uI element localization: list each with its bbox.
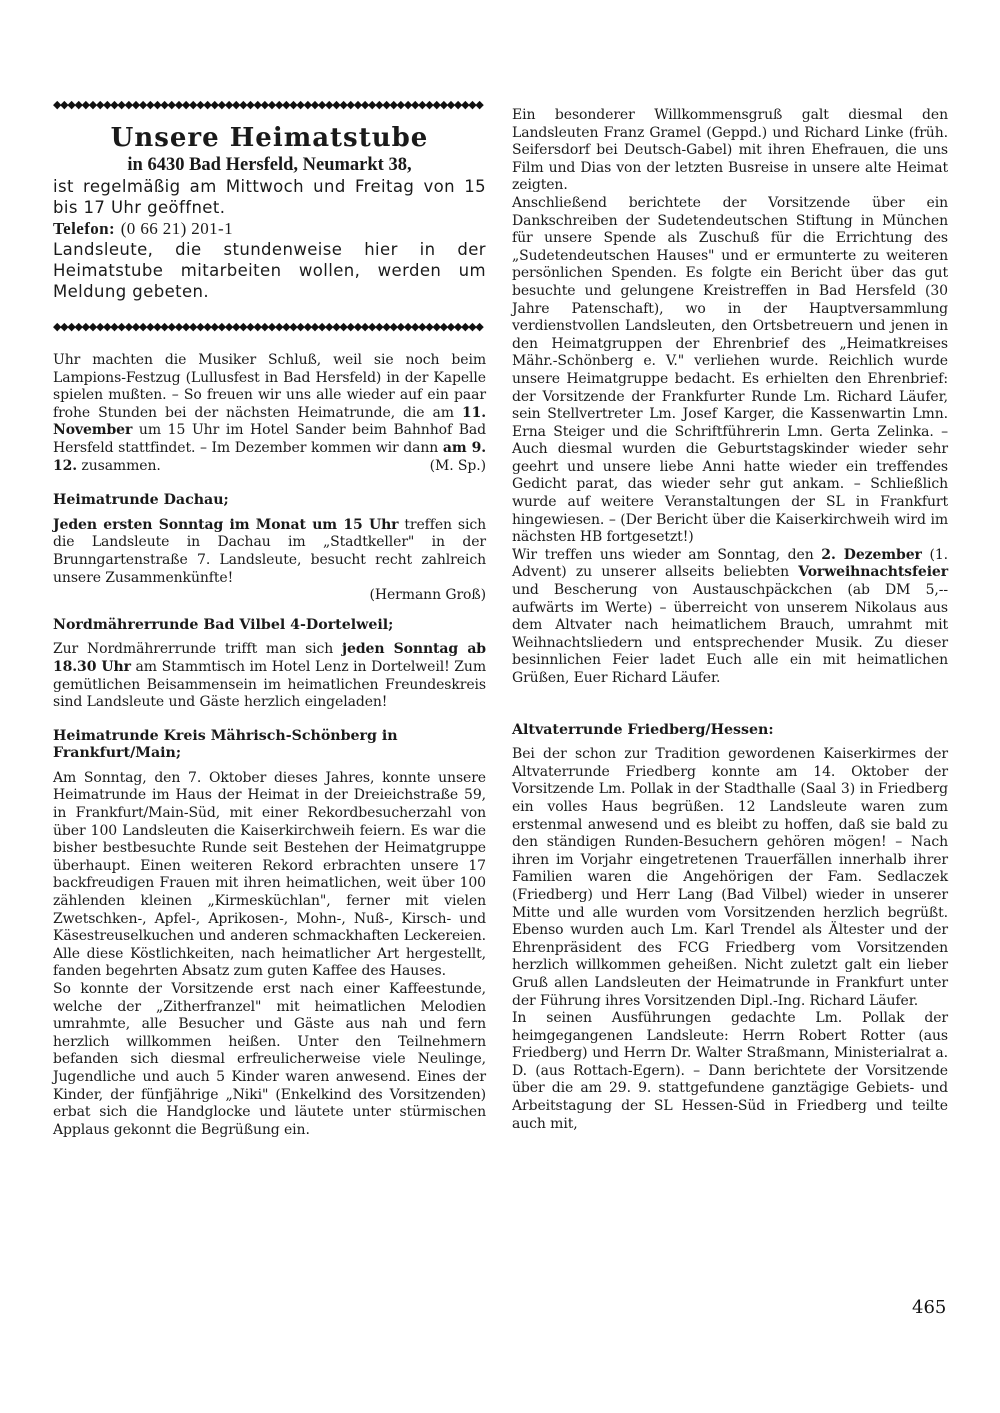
text-run: (1. Advent) zu unserer allseits beliebten [512,546,948,581]
notice-body [53,176,486,302]
dachau-text [53,517,486,605]
heimatstube-notice-box [53,100,486,332]
left-column [53,352,486,1139]
text-run: um 15 Uhr im Hotel Sander beim Bahnhof Bad Hersfeld stattfindet. – Im Dezember kommen wir dann [53,422,486,456]
friedberg-text-1: Bei der schon zur Tradition gewordenen Kaiserkirmes der Altvaterrunde Friedberg konnte am 14. Oktober der Vorsitzende Lm. Pollak in der Stadthalle (Saal 3) in Friedberg ein volles Haus begrüßen. 12 Landsleute waren zum erstenmal anwesend und es bleibt zu hoffen, daß sie bald zu den ständigen Runden-Besuchern gehören mögen! – Nach ihren im Vorjahr eingetretenen Trauerfällen innerhalb ihrer Familien waren die Angehörigen der Fam. Sedlaczek (Friedberg) und Herr Lang (Bad Vilbel) wieder in unserer Mitte und alle wurden vom Vorsitzenden herzlich begrüßt. Ebenso wurden auch Lm. Karl Trendel als Ältester und der Ehrenpräsident des FCG Friedberg vom Vorsitzenden herzlich willkommen geheißen. Nicht zuletzt galt ein lieber Gruß allen Landsleuten der Heimatrunde in Frankfurt unter der Führung ihres Vorsitzenden Dipl.-Ing. Richard Läufer. [512,746,948,1009]
text-run: treffen sich die Landsleute in Dachau im „Stadtkeller" in der Brunngartenstraße 7. Landsleute, besucht recht zahlreich unsere Zusammenkünfte! [53,516,486,586]
telefon-label: Telefon: [53,219,116,238]
bold-event: Vorweihnachtsfeier [798,564,948,581]
bad-hersfeld-report [53,352,486,475]
frankfurt-cont-text-1: Ein besonderer Willkommensgruß galt diesmal den Landsleuten Franz Gramel (Geppd.) und Richard Linke (früh. Seifersdorf bei Deutsch-Gabel) mit ihren Ehefrauen, die uns Film und Dias von der letzten Busreise in unsere alte Heimat zeigten. [512,107,948,194]
frankfurt-cont-text-3 [512,547,948,688]
section-heading-dachau: Heimatrunde Dachau; [53,492,229,509]
notice-address: in 6430 Bad Hersfeld, Neumarkt 38, [127,155,412,175]
text-run: Uhr machten die Musiker Schluß, weil sie noch beim Lampions-Festzug (Lullusfest in Bad Hersfeld) in der Kapelle spielen mußten. – So freuen wir uns alle wieder auf ein paar frohe Stunden bei der nächsten Heimatrunde, die am [53,352,486,421]
text-run: Wir treffen uns wieder am Sonntag, den [512,546,822,563]
text-run: zusammen. [77,457,161,474]
bold-date: 2. Dezember [821,546,922,563]
text-run: am Stammtisch im Hotel Lenz in Dortelweil! Zum gemütlichen Beisammensein im heimatlichen Freundeskreis sind Landsleute und Gäste herzlich eingeladen! [53,658,486,711]
bold-date: 11. November [53,404,486,439]
diamond-border-top: ◆◆◆◆◆◆◆◆◆◆◆◆◆◆◆◆◆◆◆◆◆◆◆◆◆◆◆◆◆◆◆◆◆◆◆◆◆◆◆◆◆◆◆◆◆◆◆◆◆◆◆◆◆◆◆◆◆◆◆◆ [53,100,483,110]
notice-volunteer-call: Landsleute, die stundenweise hier in der Heimatstube mitarbeiten wollen, werden um Meldung gebeten. [53,240,486,301]
bad-vilbel-text [53,641,486,711]
frankfurt-text-1: Am Sonntag, den 7. Oktober dieses Jahres, konnte unsere Heimatrunde im Haus der Heimat in der Dreieichstraße 59, in Frankfurt/Main-Süd, mit einer Rekordbesucherzahl von über 100 Landsleuten die Kaiserkirchweih feiern. Es war die bisher bestbesuchte Runde seit Bestehen der Heimatgruppe überhaupt. Einen weiteren Rekord erbrachten unsere 17 backfreudigen Frauen mit ihren heimatlichen, weit über 100 zählenden kleinen „Kirmesküchlan", ferner mit vielen Zwetschken-, Apfel-, Aprikosen-, Mohn-, Nuß-, Kirsch- und Käsestreuselkuchen und anderen schmackhaften Leckereien. Alle diese Köstlichkeiten, nach heimatlicher Art hergestellt, fanden begehrten Absatz zum guten Kaffee des Hauses. [53,769,486,980]
right-column [512,107,948,1133]
telefon-number: (0 66 21) 201-1 [120,219,233,238]
friedberg-text-2: In seinen Ausführungen gedachte Lm. Pollak der heimgegangenen Landsleute: Herrn Robert Rotter (aus Friedberg) und Herrn Dr. Walter Straßmann, Ministerialrat a. D. (aus Rottach-Egern). – Dann berichtete der Vorsitzende über die am 29. 9. stattgefundene ganztägige Gebiets- und Arbeitstagung der SL Hessen-Süd in Friedberg und teilte auch mit, [512,1010,948,1132]
section-heading-bad-vilbel: Nordmährerrunde Bad Vilbel 4-Dortelweil; [53,616,394,633]
frankfurt-text-2: So konnte der Vorsitzende erst nach einer Kaffeestunde, welche der „Zitherfranzel" mit heimatlichen Melodien umrahmte, alle Besucher und Gäste aus nah und fern herzlich willkommen heißen. Unter den Teilnehmern befanden sich diesmal erfreulicherweise viele Neulinge, Jugendliche und auch 5 Kinder waren anwesend. Eines der Kinder, der fünfjährige „Niki" (Enkelkind des Vorsitzenden) erbat sich die Handglocke und läutete unter stürmischen Applaus gekonnt die Begrüßung ein. [53,981,486,1138]
text-run: und Bescherung von Austauschpäckchen (ab DM 5,-- aufwärts im Werte) – überreicht von unserem Nikolaus aus dem Altvater nach heimatlichem Brauch, umrahmt mit Weihnachtsliedern und entsprechender Musik. Zu dieser besinnlichen Feier ladet Euch alle ein mit heimatlichen Grüßen, Euer Richard Läufer. [512,582,948,686]
frankfurt-cont-text-2: Anschließend berichtete der Vorsitzende über ein Dankschreiben der Sudetendeutschen Stiftung in München für unsere Spende als Zuschuß für die Errichtung des „Sudetendeutschen Hauses" und er ermunterte zu weiteren persönlichen Spenden. Es folgte ein Bericht über das gut besuchte und gelungene Kreistreffen in Bad Hersfeld (30 Jahre Patenschaft), wo in der Hauptversammlung verdienstvollen Landsleuten, den Ortsbetreuern und jenen in den Heimatgruppen der Ehrenbrief des „Heimatkreises Mähr.-Schönberg e. V." verliehen wurde. Reichlich wurde unsere Heimatgruppe bedacht. Es erhielten den Ehrenbrief: der Vorsitzende der Frankfurter Runde Lm. Richard Läufer, sein Stellvertreter Lm. Josef Karger, die Kassenwartin Lmn. Erna Steiger und die Schriftführerin Lmn. Gerta Zelinka. – Auch diesmal wurden die Geburtstagskinder wieder sehr geehrt und unsere liebe Anni hatte wieder ein treffendes Gedicht parat, das wieder sehr gut ankam. – Schließlich wurde auf weitere Veranstaltungen der SL in Frankfurt hingewiesen. – (Der Bericht über die Kaiserkirchweih wird im nächsten HB fortgesetzt!) [512,194,948,546]
bold-date: am 9. 12. [53,439,487,474]
notice-title: Unsere Heimatstube [110,123,429,153]
text-run: Zur Nordmährerrunde trifft man sich [53,641,343,658]
signature: (Hermann Groß) [369,587,486,604]
diamond-border-bottom: ◆◆◆◆◆◆◆◆◆◆◆◆◆◆◆◆◆◆◆◆◆◆◆◆◆◆◆◆◆◆◆◆◆◆◆◆◆◆◆◆◆◆◆◆◆◆◆◆◆◆◆◆◆◆◆◆◆◆◆◆ [53,322,483,332]
bold-time: jeden Sonntag ab 18.30 Uhr [53,641,486,675]
page-number: 465 [912,1297,947,1318]
bold-intro: Jeden ersten Sonntag im Monat um 15 Uhr [53,516,399,533]
signature: (M. Sp.) [429,457,486,474]
section-heading-frankfurt: Heimatrunde Kreis Mährisch-Schönberg in Frankfurt/Main; [53,727,398,762]
notice-opening-hours: ist regelmäßig am Mittwoch und Freitag von 15 bis 17 Uhr geöffnet. [53,177,486,217]
section-heading-friedberg: Altvaterrunde Friedberg/Hessen: [512,721,774,738]
